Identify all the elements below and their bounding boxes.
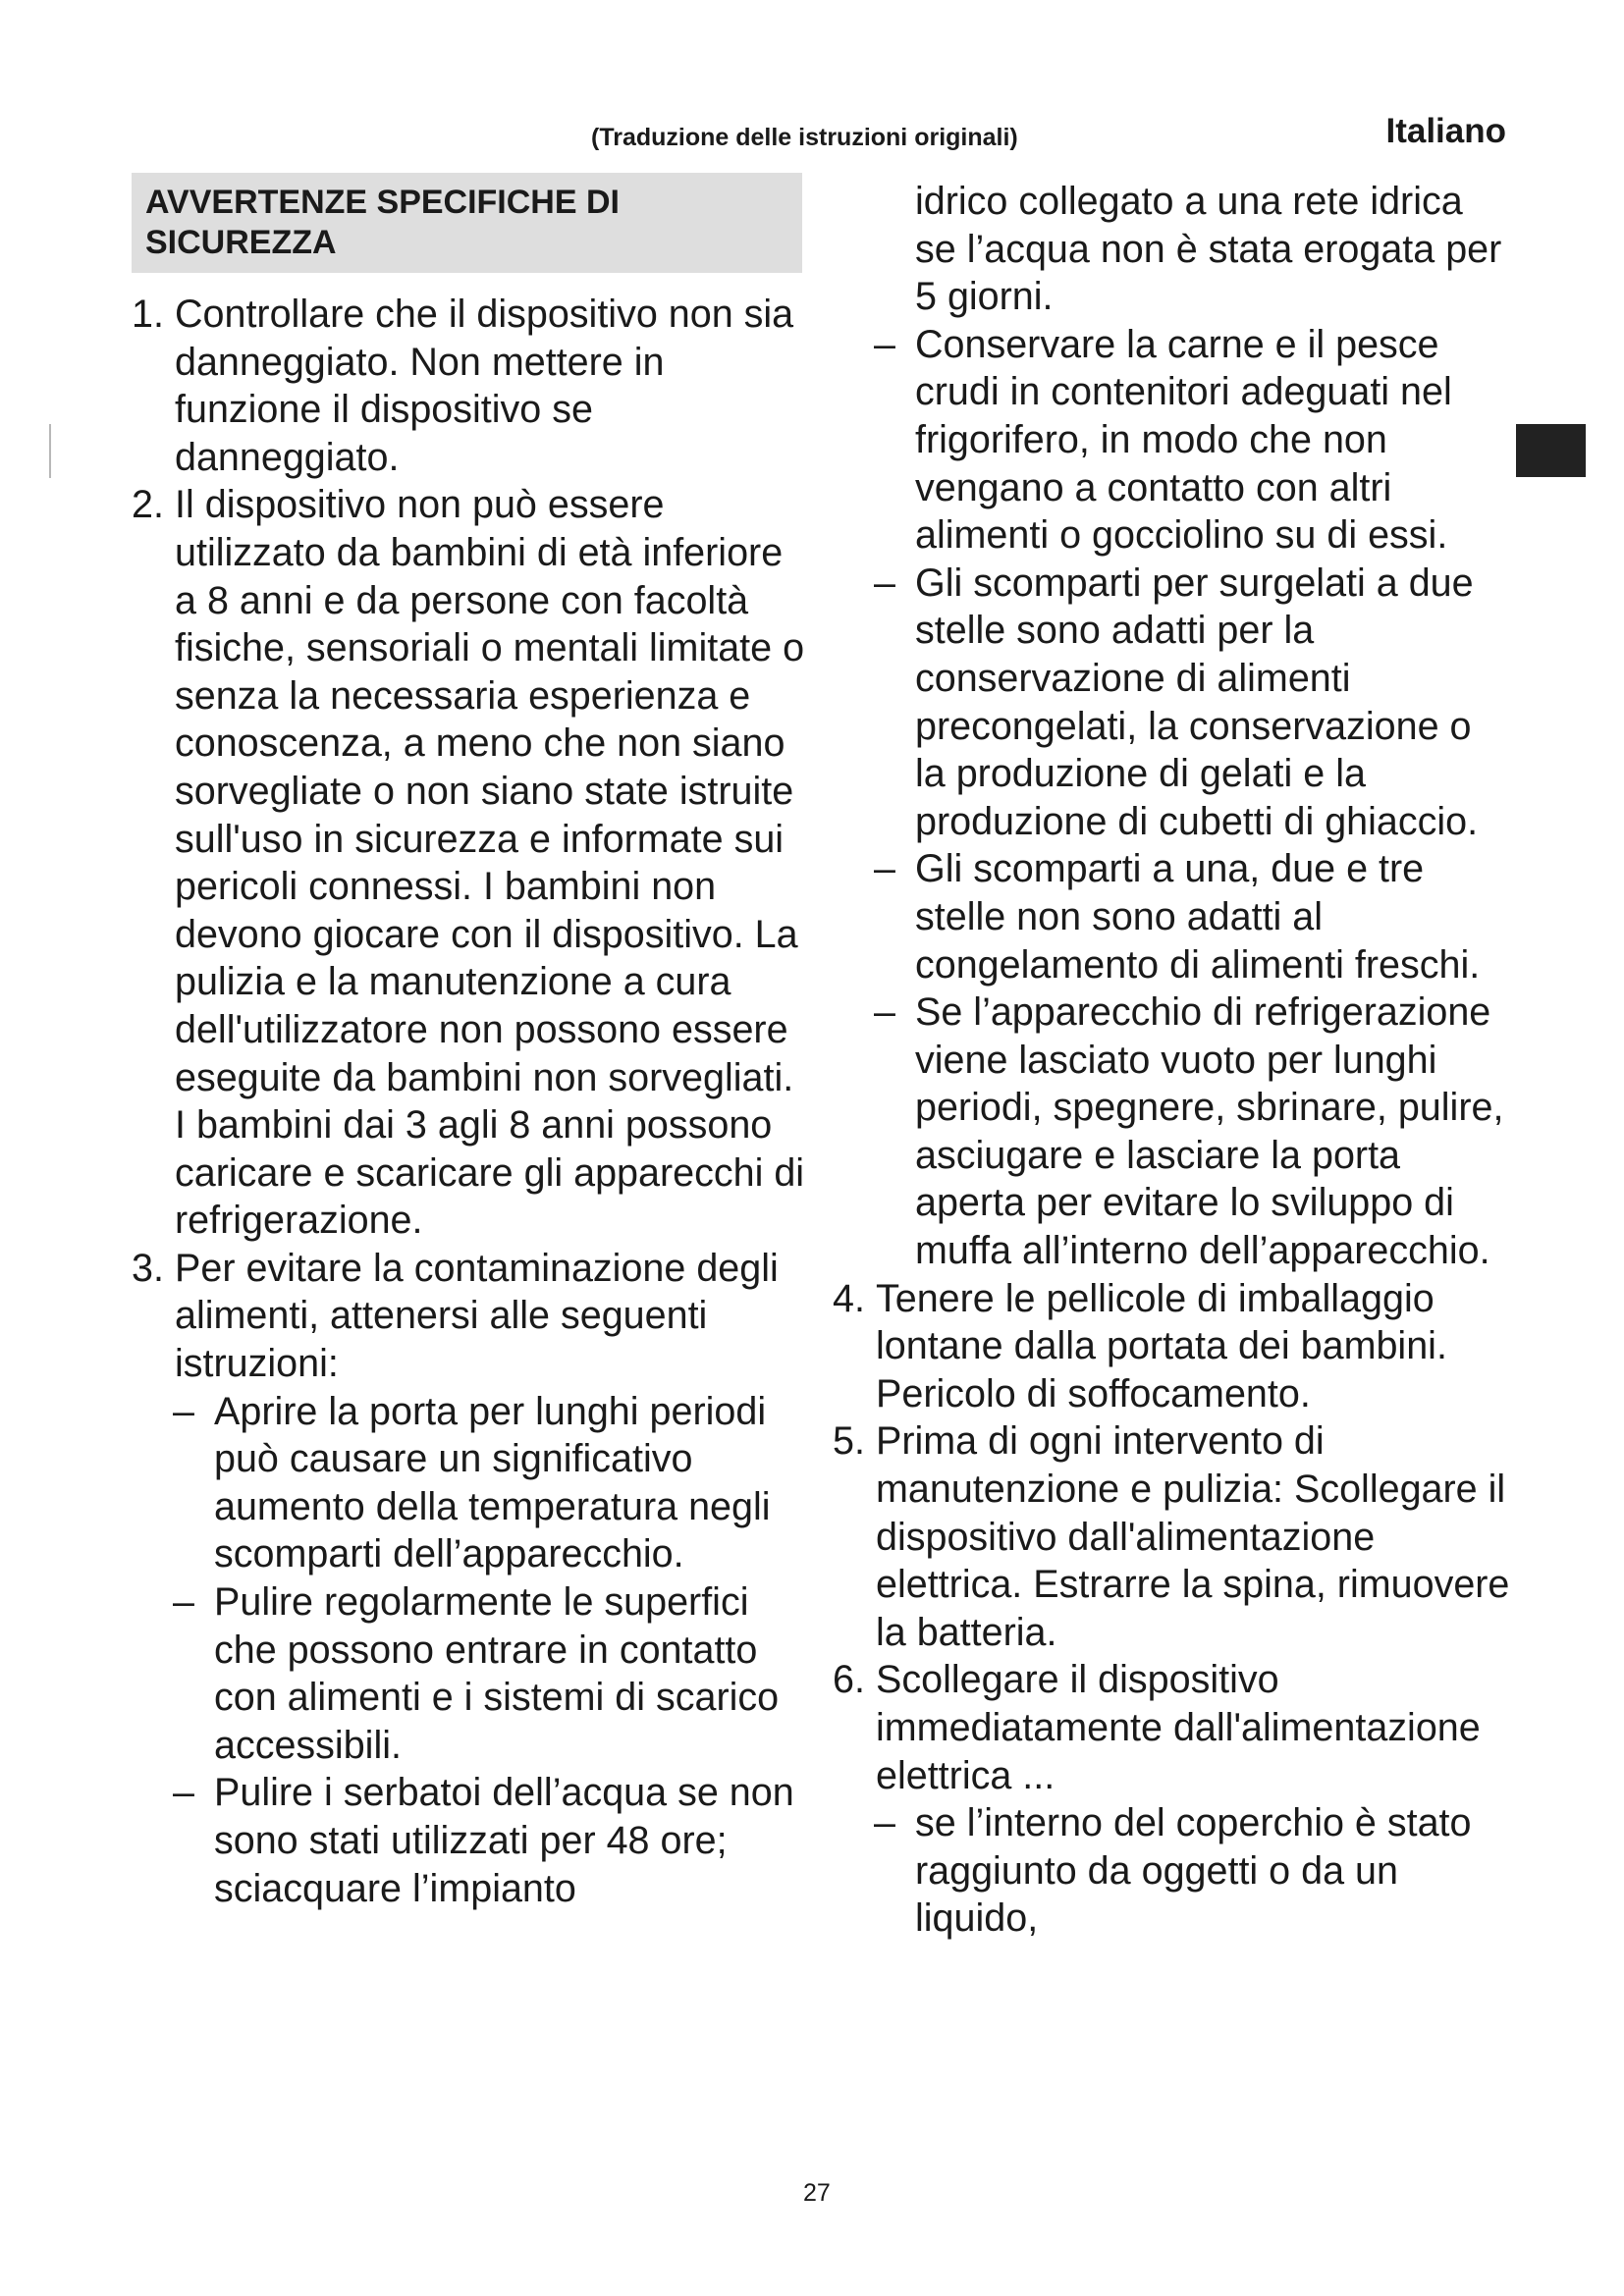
list-item-2 bbox=[132, 481, 809, 1245]
item-number: 2. bbox=[132, 483, 164, 527]
item-text: Tenere le pellicole di imballaggio lontane dalla portata dei bambini. Pericolo di soffocamento. bbox=[876, 1276, 1447, 1415]
item-number: 3. bbox=[132, 1246, 164, 1290]
language-tab-marker bbox=[1516, 424, 1586, 477]
dash-bullet: – bbox=[874, 847, 895, 891]
sub-item bbox=[132, 1769, 809, 1912]
right-column bbox=[833, 178, 1510, 1943]
sub-item-text: Gli scomparti per surgelati a due stelle sono adatti per la conservazione di alimenti precongelati, la conservazione o la produzione di gelati e la produzione di cubetti di ghiaccio. bbox=[915, 561, 1479, 843]
sub-item bbox=[833, 988, 1510, 1275]
dash-bullet: – bbox=[173, 1389, 194, 1433]
margin-line bbox=[49, 424, 51, 478]
sub-item-text: Gli scomparti a una, due e tre stelle non sono adatti al congelamento di alimenti freschi. bbox=[915, 847, 1481, 987]
item-text: Controllare che il dispositivo non sia danneggiato. Non mettere in funzione il dispositivo se danneggiato. bbox=[175, 293, 794, 479]
item-text: Prima di ogni intervento di manutenzione e pulizia: Scollegare il dispositivo dall'alimentazione elettrica. Estrarre la spina, rimuovere la batteria. bbox=[876, 1419, 1510, 1654]
section-heading: AVVERTENZE SPECIFICHE DI SICUREZZA bbox=[132, 173, 802, 273]
list-item-3 bbox=[132, 1245, 809, 1388]
list-item-6 bbox=[833, 1656, 1510, 1799]
dash-bullet: – bbox=[173, 1580, 194, 1625]
page-number: 27 bbox=[803, 2179, 831, 2207]
dash-bullet: – bbox=[874, 1801, 895, 1845]
sub-item-continuation: idrico collegato a una rete idrica se l’acqua non è stata erogata per 5 giorni. bbox=[915, 180, 1502, 319]
sub-item-text: Pulire regolarmente le superfici che possono entrare in contatto con alimenti e i sistemi di scarico accessibili. bbox=[214, 1580, 780, 1767]
sub-item-text: se l’interno del coperchio è stato raggiunto da oggetti o da un liquido, bbox=[915, 1801, 1472, 1941]
item-number: 5. bbox=[833, 1419, 865, 1464]
dash-bullet: – bbox=[874, 990, 895, 1035]
dash-bullet: – bbox=[173, 1771, 194, 1815]
left-column bbox=[132, 291, 809, 1912]
item-number: 6. bbox=[833, 1658, 865, 1702]
sub-item-text: Se l’apparecchio di refrigerazione viene lasciato vuoto per lunghi periodi, spegnere, sbrinare, pulire, asciugare e lasciare la porta aperta per evitare lo sviluppo di muffa all’interno dell’apparecchio. bbox=[915, 990, 1504, 1273]
list-item-4 bbox=[833, 1275, 1510, 1418]
sub-item bbox=[132, 1388, 809, 1578]
sub-item bbox=[833, 560, 1510, 846]
sub-item bbox=[833, 845, 1510, 988]
translation-note: (Traduzione delle istruzioni originali) bbox=[591, 124, 1018, 151]
sub-item-text: Aprire la porta per lunghi periodi può causare un significativo aumento della temperatura negli scomparti dell’apparecchio. bbox=[214, 1389, 771, 1576]
list-item-1 bbox=[132, 291, 809, 481]
item-text: Per evitare la contaminazione degli alimenti, attenersi alle seguenti istruzioni: bbox=[175, 1246, 779, 1386]
dash-bullet: – bbox=[874, 322, 895, 366]
list-item-5 bbox=[833, 1417, 1510, 1656]
sub-item bbox=[833, 321, 1510, 560]
sub-item bbox=[132, 1578, 809, 1769]
dash-bullet: – bbox=[874, 561, 895, 605]
item-number: 1. bbox=[132, 293, 164, 336]
item-text: Il dispositivo non può essere utilizzato da bambini di età inferiore a 8 anni e da persone con facoltà fisiche, sensoriali o mentali limitate o senza la necessaria esperienza e conoscenza, a meno che non siano sorvegliate o non siano state istruite sull'uso in sicurezza e informate sui pericoli connessi. I bambini non devono giocare con il dispositivo. La pulizia e la manutenzione a cura dell'utilizzatore non possono essere eseguite da bambini non sorvegliati. I bambini dai 3 agli 8 anni possono caricare e scaricare gli apparecchi di refrigerazione. bbox=[175, 483, 805, 1243]
item-text: Scollegare il dispositivo immediatamente dall'alimentazione elettrica ... bbox=[876, 1658, 1481, 1797]
sub-item bbox=[833, 1799, 1510, 1943]
sub-item-text: Conservare la carne e il pesce crudi in contenitori adeguati nel frigorifero, in modo che non vengano a contatto con altri alimenti o gocciolino su di essi. bbox=[915, 322, 1452, 558]
language-label: Italiano bbox=[1385, 112, 1506, 150]
item-number: 4. bbox=[833, 1276, 865, 1320]
sub-item-text: Pulire i serbatoi dell’acqua se non sono stati utilizzati per 48 ore; sciacquare l’impianto bbox=[214, 1771, 794, 1910]
